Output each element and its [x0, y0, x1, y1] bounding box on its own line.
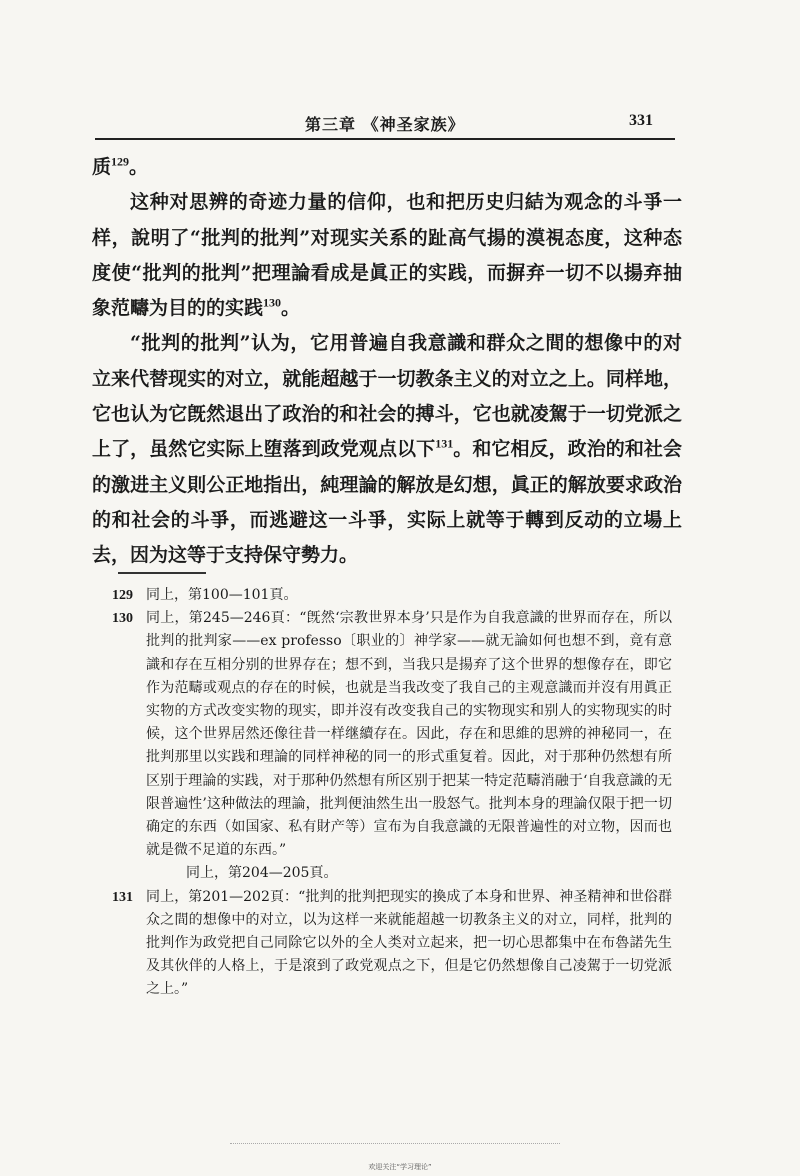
footnote-ref-129[interactable]: 129 [111, 154, 130, 169]
footnote-number: 131 [112, 889, 133, 905]
paragraph-2: “批判的批判”认为，它用普遍自我意識和群众之間的想像中的对立来代替现实的对立，就能超越于一切教条主义的对立之上。同样地，它也认为它旣然退出了政治的和社会的搏斗，它也就凌駕于一切党派之上了，虽然它实际上堕落到政党观点以下$^{131}$。和它相反，政治的和社会的激进主义則公正地指出，純理論的解放是幻想，眞正的解放要求政治的和社会的斗爭，而逃避这一斗爭，实际上就等于轉到反动的立場上去，因为这等于支持保守勢力。 [92, 332, 682, 567]
paragraph-1: 这种对思辨的奇迹力量的信仰，也和把历史归結为观念的斗爭一样，說明了“批判的批判”对现实关系的趾高气揚的漠視态度，这种态度使“批判的批判”把理論看成是眞正的实践，而摒弃一切不以揚弃抽象范疇为目的的实践$^{130}$。 [92, 191, 682, 320]
footnote-text: 同上，第201—202頁：“批判的批判把现实的換成了本身和世界、神圣精神和世俗群众之間的想像中的对立，以为这样一来就能超越一切教条主义的对立，同样，批判的批判作为政党把自己同除它以外的全人类对立起来，把一切心思都集中在布魯諾先生及其伙伴的人格上，于是滾到了政党观点之下，但是它仍然想像自己凌駕于一切党派之上。” [146, 888, 672, 998]
footnote-ref-131[interactable]: 131 [435, 437, 454, 452]
footnote-text: 同上，第100—101頁。 [146, 587, 298, 603]
page-number: 331 [629, 112, 653, 129]
chapter-title: 第三章 《神圣家族》 [305, 115, 465, 134]
footer-watermark: 欢迎关注“学习理论” [368, 1163, 432, 1171]
scan-artifact-line [230, 1143, 560, 1147]
footnote-ref-130[interactable]: 130 [263, 295, 282, 310]
footnote-number: 129 [112, 588, 133, 603]
footnote-divider [118, 572, 206, 574]
footnote-130 [112, 607, 672, 885]
footnote-sub-citation: 同上，第204—205頁。 [186, 865, 338, 882]
main-text [92, 150, 682, 574]
footnote-number: 130 [112, 611, 133, 627]
footnote-text: 同上，第245—246頁：“旣然‘宗教世界本身’只是作为自我意識的世界而存在，所以批判的批判家——ex professo〔职业的〕神学家——就无論如何也想不到，竟有意識和存在互相分别的世界存在；想不到，当我只是揚弃了这个世界的想像存在，即它作为范疇或观点的存在的时候，也就是当我改变了我自己的主观意識而并沒有用眞正实物的方式改变实物的现实，即并沒有改变我自己的实物现实和别人的实物现实的时候，这个世界居然还像往昔一样继續存在。因此，存在和思維的思辨的神秘同一，在批判那里以实践和理論的同样神秘的同一的形式重复着。因此，对于那种仍然想有所区别于理論的实践，对于那种仍然想有所区别于把某一特定范疇消融于‘自我意識的无限普遍性’这种做法的理論，批判便油然生出一股怒气。批判本身的理論仅限于把一切确定的东西（如国家、私有財产等）宣布为自我意識的无限普遍性的对立物，因而也就是微不足道的东西。” [146, 610, 672, 859]
header-rule [95, 138, 675, 140]
paragraph-continuation: 质$^{129}$。 [92, 154, 149, 178]
footnotes [112, 584, 672, 1002]
footnote-131 [112, 886, 672, 1002]
footnote-129 [112, 584, 672, 607]
running-header [95, 108, 675, 136]
